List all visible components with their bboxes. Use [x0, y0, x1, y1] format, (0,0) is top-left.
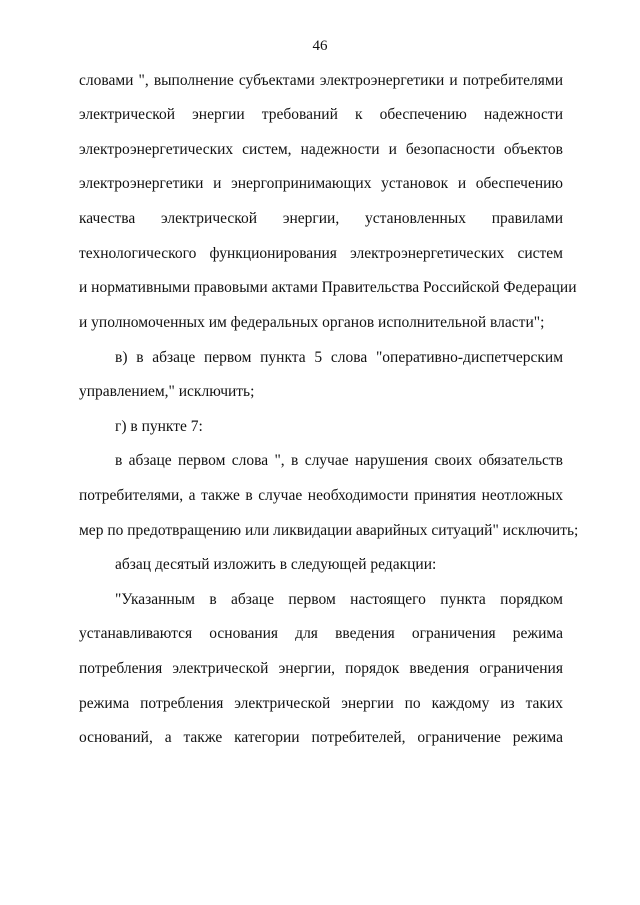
text-line: потребления электрической энергии, порядок введения ограничения	[79, 660, 563, 677]
text-line: абзац десятый изложить в следующей редакции:	[115, 556, 437, 573]
text-line: потребителями, а также в случае необходимости принятия неотложных	[79, 487, 563, 504]
text-line: словами ", выполнение субъектами электроэнергетики и потребителями	[79, 72, 563, 89]
text-line: электроэнергетических систем, надежности и безопасности объектов	[79, 141, 563, 158]
text-line: качества электрической энергии, установленных правилами	[79, 210, 563, 227]
text-line: и нормативными правовыми актами Правительства Российской Федерации	[79, 279, 577, 296]
text-line: в) в абзаце первом пункта 5 слова "оперативно-диспетчерским	[115, 349, 563, 366]
text-line: устанавливаются основания для введения ограничения режима	[79, 625, 563, 642]
text-line: и уполномоченных им федеральных органов исполнительной власти";	[79, 314, 545, 331]
text-line: г) в пункте 7:	[115, 418, 203, 435]
text-line: оснований, а также категории потребителей, ограничение режима	[79, 729, 563, 746]
text-line: управлением," исключить;	[79, 383, 255, 400]
page-number: 46	[312, 38, 328, 54]
text-line: "Указанным в абзаце первом настоящего пункта порядком	[115, 591, 563, 608]
text-line: режима потребления электрической энергии по каждому из таких	[79, 695, 563, 712]
text-line: в абзаце первом слова ", в случае нарушения своих обязательств	[115, 452, 563, 469]
text-line: электрической энергии требований к обеспечению надежности	[79, 106, 563, 123]
text-line: электроэнергетики и энергопринимающих установок и обеспечению	[79, 175, 563, 192]
text-line: технологического функционирования электроэнергетических систем	[79, 245, 563, 262]
text-line: мер по предотвращению или ликвидации аварийных ситуаций" исключить;	[79, 522, 579, 539]
